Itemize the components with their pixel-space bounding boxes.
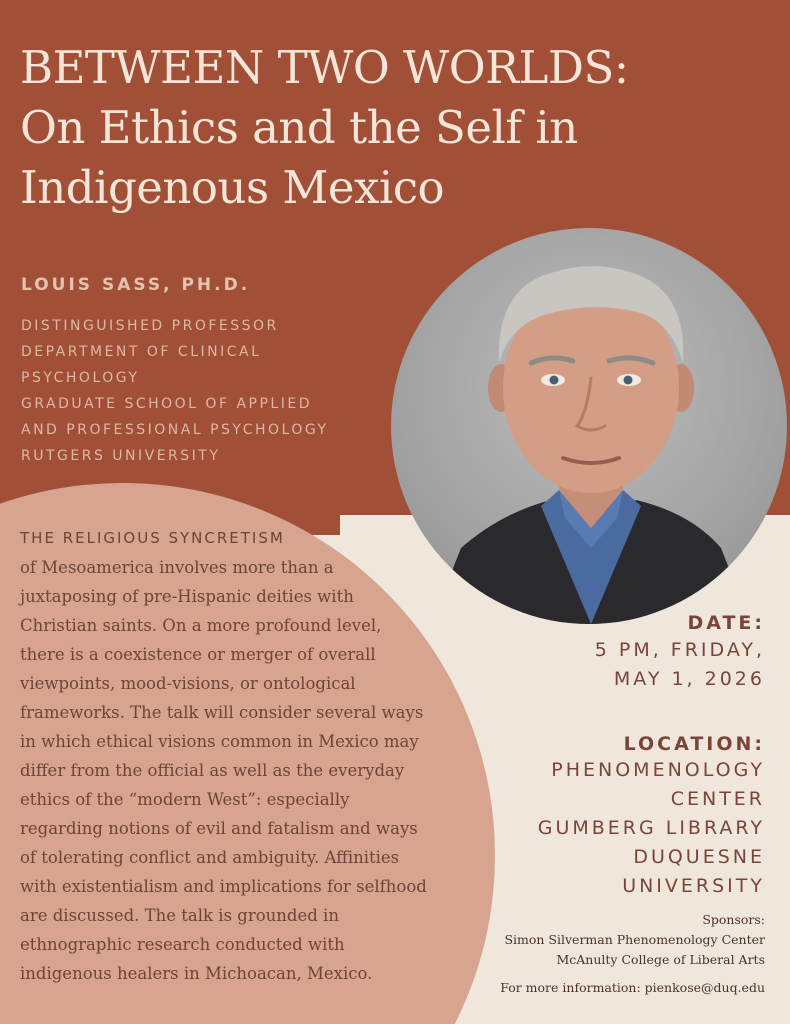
title-line-3: Indigenous Mexico (20, 161, 445, 214)
location-line: GUMBERG LIBRARY (537, 817, 765, 839)
talk-abstract (20, 523, 430, 988)
title-line-1: BETWEEN TWO WORLDS: (20, 41, 629, 94)
event-title (20, 38, 770, 218)
date-line: MAY 1, 2026 (613, 668, 765, 690)
sponsor-item: Simon Silverman Phenomenology Center (504, 932, 765, 947)
speaker-name: LOUIS SASS, PH.D. (21, 275, 251, 295)
location-line: PHENOMENOLOGY (551, 759, 765, 781)
location-value (538, 756, 765, 901)
location-label: LOCATION: (623, 733, 765, 755)
speaker-portrait-photo (391, 228, 787, 624)
date-line: 5 PM, FRIDAY, (594, 639, 765, 661)
affiliation-line: GRADUATE SCHOOL OF APPLIED (21, 396, 312, 412)
affiliation-line: DISTINGUISHED PROFESSOR (21, 318, 279, 334)
sponsors-block (504, 910, 765, 970)
date-value (595, 636, 765, 694)
location-line: DUQUESNE (633, 846, 765, 868)
abstract-lead: THE RELIGIOUS SYNCRETISM (20, 529, 285, 547)
affiliation-line: RUTGERS UNIVERSITY (21, 448, 221, 464)
location-line: UNIVERSITY (622, 875, 765, 897)
affiliation-line: DEPARTMENT OF CLINICAL (21, 344, 262, 360)
date-block (595, 612, 765, 694)
title-line-2: On Ethics and the Self in (20, 101, 578, 154)
contact-info: For more information: pienkose@duq.edu (500, 980, 765, 995)
sponsors-label: Sponsors: (702, 912, 765, 927)
portrait-illustration (391, 228, 787, 624)
speaker-affiliation (21, 313, 329, 469)
date-label: DATE: (687, 612, 765, 634)
affiliation-line: AND PROFESSIONAL PSYCHOLOGY (21, 422, 329, 438)
location-block (538, 733, 765, 901)
affiliation-line: PSYCHOLOGY (21, 370, 140, 386)
sponsor-item: McAnulty College of Liberal Arts (556, 952, 765, 967)
location-line: CENTER (670, 788, 765, 810)
abstract-body: of Mesoamerica involves more than a juxtaposing of pre-Hispanic deities with Christian saints. On a more profound level, there is a coexistence or merger of overall viewpoints, mood-visions, or ontological frameworks. The talk will consider several ways in which ethical visions common in Mexico may differ from the official as well as the everyday ethics of the “modern West”: especially regarding notions of evil and fatalism and ways of tolerating conflict and ambiguity. Affinities with existentialism and implications for selfhood are discussed. The talk is grounded in ethnographic research conducted with indigenous healers in Michoacan, Mexico. (20, 558, 427, 983)
